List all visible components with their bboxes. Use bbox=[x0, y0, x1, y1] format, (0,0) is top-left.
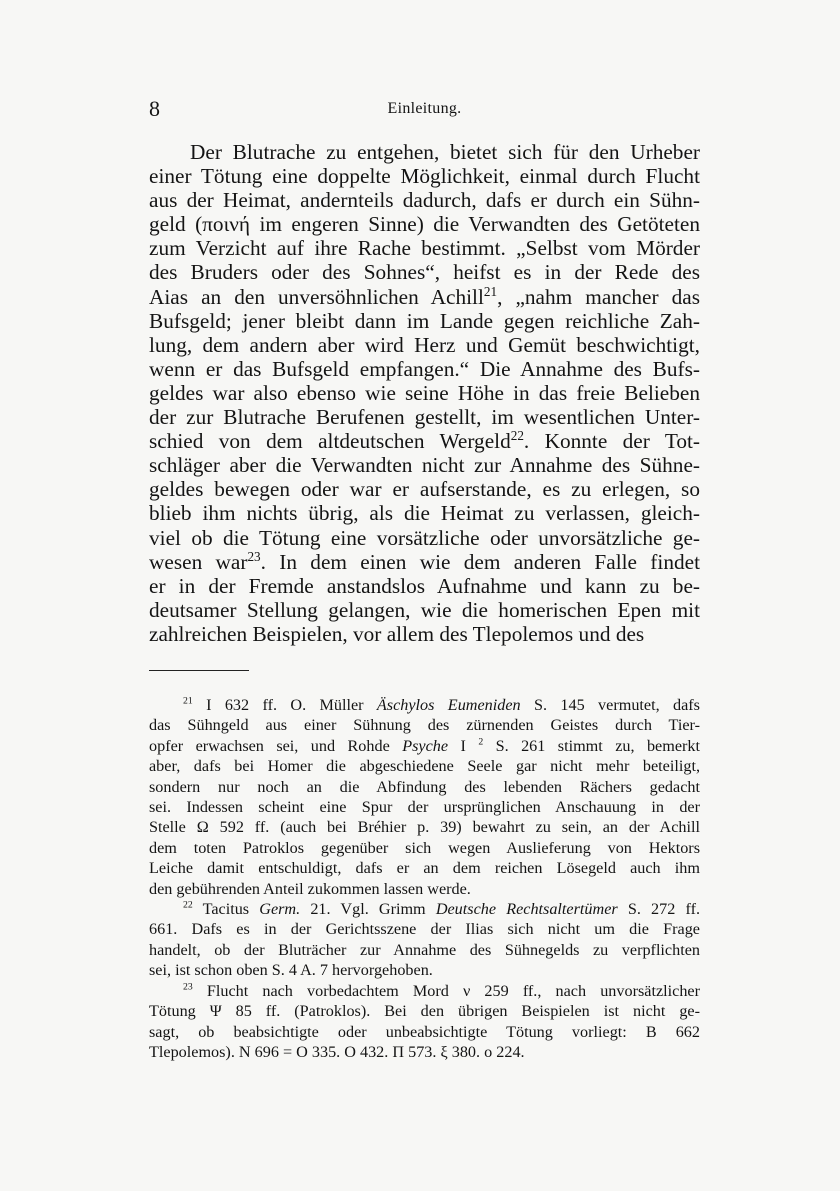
text-run: geldes war also ebenso wie seine Höhe in das freie Belieben bbox=[149, 380, 700, 405]
text-run: Aias an den unversöhnlichen Achill bbox=[149, 284, 484, 309]
footnote-line bbox=[149, 919, 700, 939]
text-run: opfer erwachsen sei, und Rohde bbox=[149, 736, 403, 755]
text-run: I 632 ff. O. Müller bbox=[192, 696, 377, 714]
body-line bbox=[149, 357, 700, 381]
footnote-marker: 21 bbox=[183, 695, 193, 707]
text-run: den gebührenden Anteil zukommen lassen werde. bbox=[149, 879, 471, 898]
text-run: schied von dem altdeutschen Wergeld bbox=[149, 429, 511, 454]
text-run: Der Blutrache zu entgehen, bietet sich für den Urheber bbox=[190, 140, 700, 164]
body-line bbox=[149, 429, 700, 453]
footnote-line bbox=[149, 899, 700, 919]
text-run: lung, dem andern aber wird Herz und Gemüt beschwichtigt, bbox=[149, 332, 700, 357]
text-run: I bbox=[448, 736, 479, 755]
italic-title: Psyche bbox=[402, 736, 449, 755]
body-line bbox=[149, 501, 700, 525]
body-line bbox=[149, 333, 700, 357]
text-run: zahlreichen Beispielen, vor allem des Tlepolemos und des bbox=[149, 621, 645, 646]
body-line bbox=[149, 622, 700, 646]
footnote-line bbox=[149, 838, 700, 858]
text-run: wenn er das Bufsgeld empfangen.“ Die Annahme des Bufs- bbox=[149, 356, 700, 381]
text-run: , „nahm mancher das bbox=[497, 284, 700, 309]
text-run: 661. Dafs es in der Gerichtsszene der Ilias sich nicht um die Frage bbox=[149, 920, 700, 939]
text-run: Tacitus bbox=[192, 900, 260, 919]
text-run: handelt, ob der Bluträcher zur Annahme des Sühnegelds zu verpflichten bbox=[149, 940, 700, 959]
footnote-line bbox=[149, 940, 700, 960]
footnote-line bbox=[149, 981, 700, 1001]
text-run: blieb ihm nichts übrig, als die Heimat zu verlassen, gleich- bbox=[149, 501, 700, 526]
body-line bbox=[149, 598, 700, 622]
text-run: das Sühngeld aus einer Sühnung des zürnenden Geistes durch Tier- bbox=[149, 716, 700, 735]
text-run: S. 272 ff. bbox=[617, 900, 701, 919]
italic-title: Germ. bbox=[259, 900, 301, 919]
italic-title: Deutsche Rechtsaltertümer bbox=[435, 900, 618, 919]
footnote-marker: 21 bbox=[483, 283, 498, 299]
body-line bbox=[149, 260, 700, 284]
text-run: sagt, ob beabsichtigte oder unbeabsichtigte Tötung vorliegt: B 662 bbox=[149, 1022, 700, 1041]
text-run: geld (ποινή im engeren Sinne) die Verwandten des Getöteten bbox=[149, 212, 700, 237]
footnote-marker: 22 bbox=[510, 428, 524, 444]
body-line bbox=[149, 405, 700, 429]
text-run: viel ob die Tötung eine vorsätzliche oder unvorsätzliche ge- bbox=[149, 525, 700, 550]
body-line bbox=[149, 526, 700, 550]
text-run: aber, dafs bei Homer die abgeschiedene Seele gar nicht mehr beteiligt, bbox=[149, 757, 700, 776]
text-run: . In dem einen wie dem anderen Falle findet bbox=[260, 549, 700, 574]
text-run: Bufsgeld; jener bleibt dann im Lande gegen reichliche Zah- bbox=[149, 308, 700, 333]
text-run: Tötung Ψ 85 ff. (Patroklos). Bei den übrigen Beispielen ist nicht ge- bbox=[149, 1002, 700, 1021]
text-run: er in der Fremde anstandslos Aufnahme und kann zu be- bbox=[149, 573, 700, 598]
footnote-line bbox=[149, 879, 700, 899]
footnotes bbox=[149, 695, 700, 1062]
text-run: deutsamer Stellung gelangen, wie die homerischen Epen mit bbox=[149, 597, 700, 622]
italic-title: Äschylos Eumeniden bbox=[376, 696, 521, 714]
footnote-marker: 23 bbox=[247, 548, 261, 564]
footnote-line bbox=[149, 756, 700, 776]
body-line bbox=[149, 477, 700, 501]
running-head: Einleitung. bbox=[387, 100, 462, 117]
text-run: sei, ist schon oben S. 4 A. 7 hervorgehoben. bbox=[149, 961, 433, 980]
text-run: Stelle Ω 592 ff. (auch bei Bréhier p. 39) bewahrt zu sein, an der Achill bbox=[149, 818, 700, 837]
footnote-line bbox=[149, 817, 700, 837]
text-run: Flucht nach vorbedachtem Mord ν 259 ff., nach unvorsätzlicher bbox=[192, 981, 700, 1000]
text-run: einer Tötung eine doppelte Möglichkeit, einmal durch Flucht bbox=[149, 164, 700, 189]
body-line bbox=[149, 212, 700, 236]
footnote-marker: 2 bbox=[478, 736, 484, 748]
footnote-line bbox=[149, 715, 700, 735]
body-line bbox=[149, 550, 700, 574]
footnote-marker: 23 bbox=[183, 981, 193, 993]
page-header bbox=[149, 96, 700, 126]
body-line bbox=[149, 574, 700, 598]
text-run: aus der Heimat, andernteils dadurch, dafs er durch ein Sühn- bbox=[149, 188, 700, 213]
text-run: sondern nur noch an die Abfindung des lebenden Rächers gedacht bbox=[149, 777, 700, 796]
text-run: S. 145 vermutet, dafs bbox=[520, 696, 700, 714]
text-run: . Konnte der Tot- bbox=[523, 429, 700, 454]
text-run: geldes bewegen oder war er aufserstande, es zu erlegen, so bbox=[149, 477, 700, 502]
footnote-line bbox=[149, 1042, 700, 1062]
body-line bbox=[149, 188, 700, 212]
text-run: zum Verzicht auf ihre Rache bestimmt. „Selbst vom Mörder bbox=[149, 236, 700, 261]
text-run: der zur Blutrache Berufenen gestellt, im wesentlichen Unter- bbox=[149, 405, 700, 430]
body-line bbox=[149, 164, 700, 188]
footnote-line bbox=[149, 797, 700, 817]
footnote-line bbox=[149, 695, 700, 715]
text-run: schläger aber die Verwandten nicht zur Annahme des Sühne- bbox=[149, 453, 700, 478]
text-run: dem toten Patroklos gegenüber sich wegen Auslieferung von Hektors bbox=[149, 838, 700, 857]
text-run: sei. Indessen scheint eine Spur der ursprünglichen Anschauung in der bbox=[149, 798, 700, 817]
text-run: des Bruders oder des Sohnes“, heifst es in der Rede des bbox=[149, 260, 700, 285]
text-run: S. 261 stimmt zu, bemerkt bbox=[483, 736, 700, 755]
footnote-rule bbox=[149, 670, 249, 671]
body-line bbox=[149, 381, 700, 405]
footnote-marker: 22 bbox=[183, 899, 193, 911]
body-line bbox=[149, 453, 700, 477]
body-line bbox=[149, 309, 700, 333]
main-text bbox=[149, 140, 700, 646]
text-run: 21. Vgl. Grimm bbox=[300, 900, 436, 919]
text-run: Leiche damit entschuldigt, dafs er an dem reichen Lösegeld auch ihm bbox=[149, 859, 700, 878]
footnote-line bbox=[149, 1022, 700, 1042]
footnote-line bbox=[149, 777, 700, 797]
footnote-line bbox=[149, 960, 700, 980]
footnote-line bbox=[149, 1001, 700, 1021]
text-run: Tlepolemos). N 696 = O 335. O 432. Π 573. ξ 380. ο 224. bbox=[149, 1042, 525, 1061]
body-line bbox=[149, 236, 700, 260]
text-run: wesen war bbox=[149, 549, 248, 574]
page-number: 8 bbox=[149, 96, 160, 121]
footnote-line bbox=[149, 736, 700, 756]
footnote-line bbox=[149, 858, 700, 878]
body-line bbox=[149, 285, 700, 309]
body-line bbox=[149, 140, 700, 164]
